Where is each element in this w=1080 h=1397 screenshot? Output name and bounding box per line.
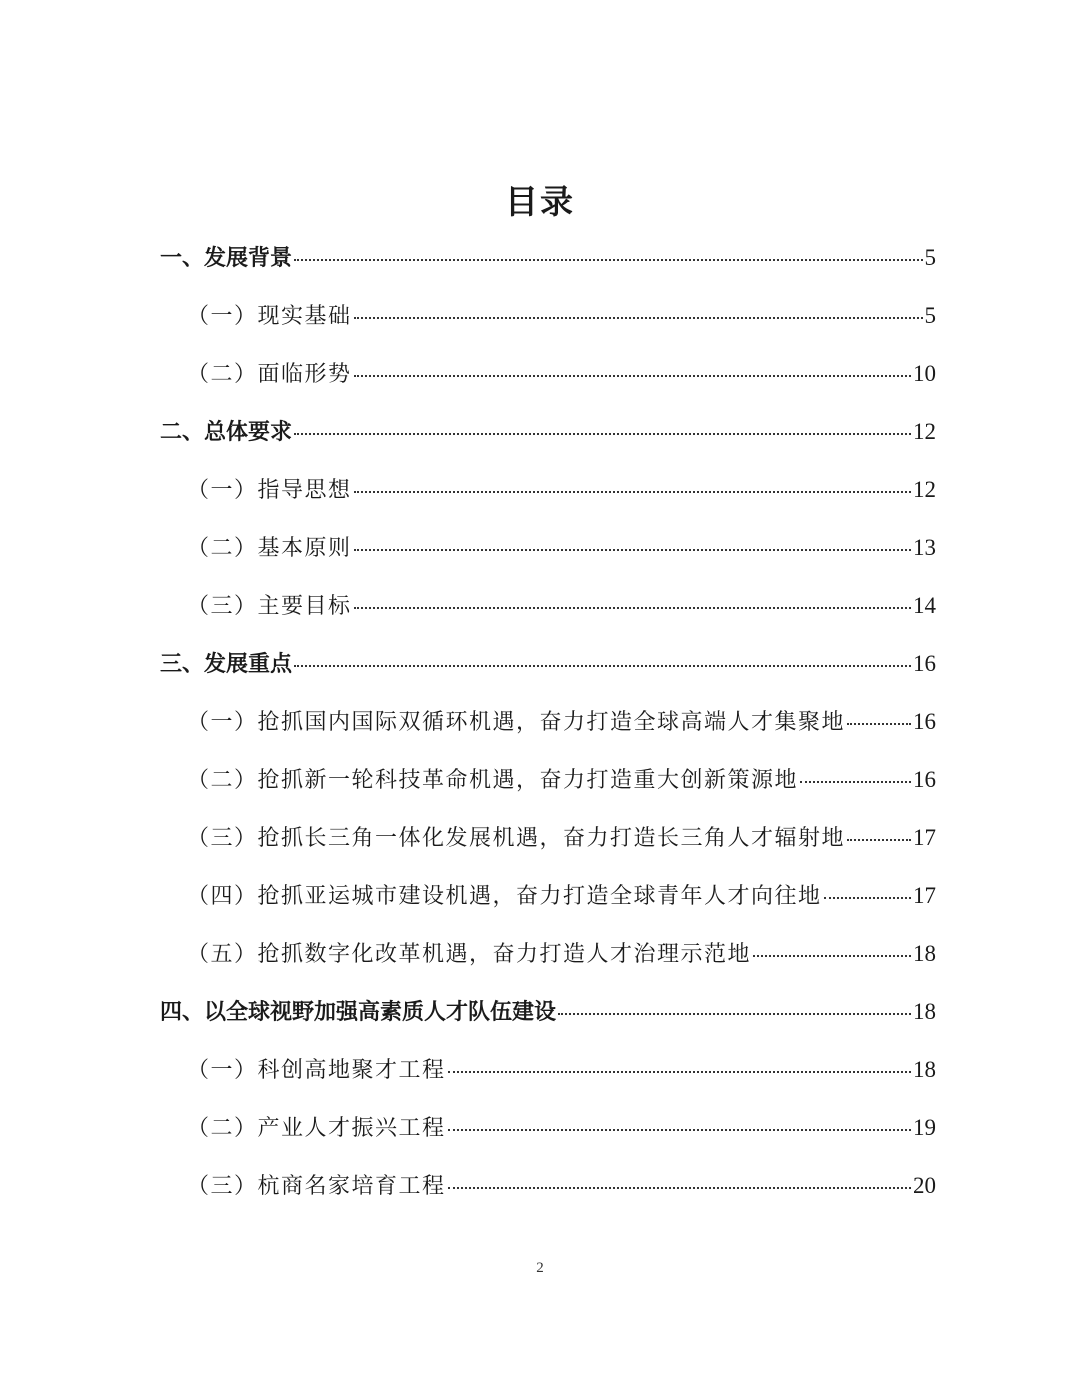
toc-entry[interactable] (187, 586, 936, 626)
toc-entry[interactable] (160, 992, 936, 1032)
dot-leader (294, 431, 911, 435)
toc-entry[interactable] (187, 818, 936, 858)
toc-entry-label: （一）指导思想 (187, 478, 352, 503)
toc-entry-page: 16 (913, 651, 936, 676)
toc-entry-page: 18 (913, 1057, 936, 1082)
toc-entry[interactable] (187, 528, 936, 568)
toc-entry-label: （二）产业人才振兴工程 (187, 1116, 446, 1141)
toc-entry[interactable] (187, 1050, 936, 1090)
toc-entry-page: 13 (913, 535, 936, 560)
dot-leader (847, 837, 911, 841)
toc-entry-page: 10 (913, 361, 936, 386)
toc-entry-page: 19 (913, 1115, 936, 1140)
dot-leader (847, 721, 911, 725)
toc-entry-page: 18 (913, 999, 936, 1024)
toc-entry[interactable] (160, 644, 936, 684)
dot-leader (448, 1127, 911, 1131)
toc-entry-label: （二）面临形势 (187, 362, 352, 387)
toc-entry-label: （三）抢抓长三角一体化发展机遇，奋力打造长三角人才辐射地 (187, 826, 846, 851)
toc-entry-page: 16 (913, 709, 936, 734)
toc-entry[interactable] (187, 1166, 936, 1206)
toc-entry-page: 12 (913, 477, 936, 502)
toc-entry-page: 20 (913, 1173, 936, 1198)
toc-entry-page: 5 (924, 245, 936, 270)
toc-entry[interactable] (187, 296, 936, 336)
toc-entry-label: （四）抢抓亚运城市建设机遇，奋力打造全球青年人才向往地 (187, 884, 822, 909)
dot-leader (354, 547, 911, 551)
toc-entry-label: （五）抢抓数字化改革机遇，奋力打造人才治理示范地 (187, 942, 752, 967)
toc-entry-page: 5 (924, 303, 936, 328)
toc-entry-page: 12 (913, 419, 936, 444)
toc-entry-label: 一、发展背景 (160, 246, 293, 271)
toc-entry-page: 14 (913, 593, 936, 618)
toc-entry-label: 三、发展重点 (160, 652, 293, 677)
dot-leader (800, 779, 911, 783)
page-number: 2 (536, 1260, 544, 1276)
toc-entry-label: （二）抢抓新一轮科技革命机遇，奋力打造重大创新策源地 (187, 768, 799, 793)
toc-entry[interactable] (187, 876, 936, 916)
dot-leader (354, 605, 911, 609)
toc-entry[interactable] (187, 934, 936, 974)
toc-entry-label: （一）现实基础 (187, 304, 352, 329)
toc-entry-label: （三）主要目标 (187, 594, 352, 619)
toc-entry[interactable] (187, 702, 936, 742)
toc-entry-label: （三）杭商名家培育工程 (187, 1174, 446, 1199)
dot-leader (354, 373, 911, 377)
toc-entry-label: 二、总体要求 (160, 420, 293, 445)
toc-entry[interactable] (187, 470, 936, 510)
dot-leader (448, 1185, 911, 1189)
toc-entry[interactable] (187, 1108, 936, 1148)
dot-leader (448, 1069, 911, 1073)
toc-entry-page: 17 (913, 825, 936, 850)
toc-entry-label: （二）基本原则 (187, 536, 352, 561)
toc-entry[interactable] (187, 760, 936, 800)
dot-leader (354, 315, 923, 319)
toc-entry[interactable] (187, 354, 936, 394)
dot-leader (294, 257, 922, 261)
toc-entry-label: （一）科创高地聚才工程 (187, 1058, 446, 1083)
toc-entry-label: （一）抢抓国内国际双循环机遇，奋力打造全球高端人才集聚地 (187, 710, 846, 735)
dot-leader (294, 663, 911, 667)
toc-entry-page: 16 (913, 767, 936, 792)
toc-title: 目录 (505, 182, 575, 221)
dot-leader (558, 1011, 911, 1015)
dot-leader (824, 895, 911, 899)
toc-entry-page: 17 (913, 883, 936, 908)
dot-leader (753, 953, 911, 957)
toc-entry-page: 18 (913, 941, 936, 966)
toc-entry-label: 四、以全球视野加强高素质人才队伍建设 (160, 1000, 557, 1025)
dot-leader (354, 489, 911, 493)
toc-entry[interactable] (160, 412, 936, 452)
toc-entry[interactable] (160, 238, 936, 278)
